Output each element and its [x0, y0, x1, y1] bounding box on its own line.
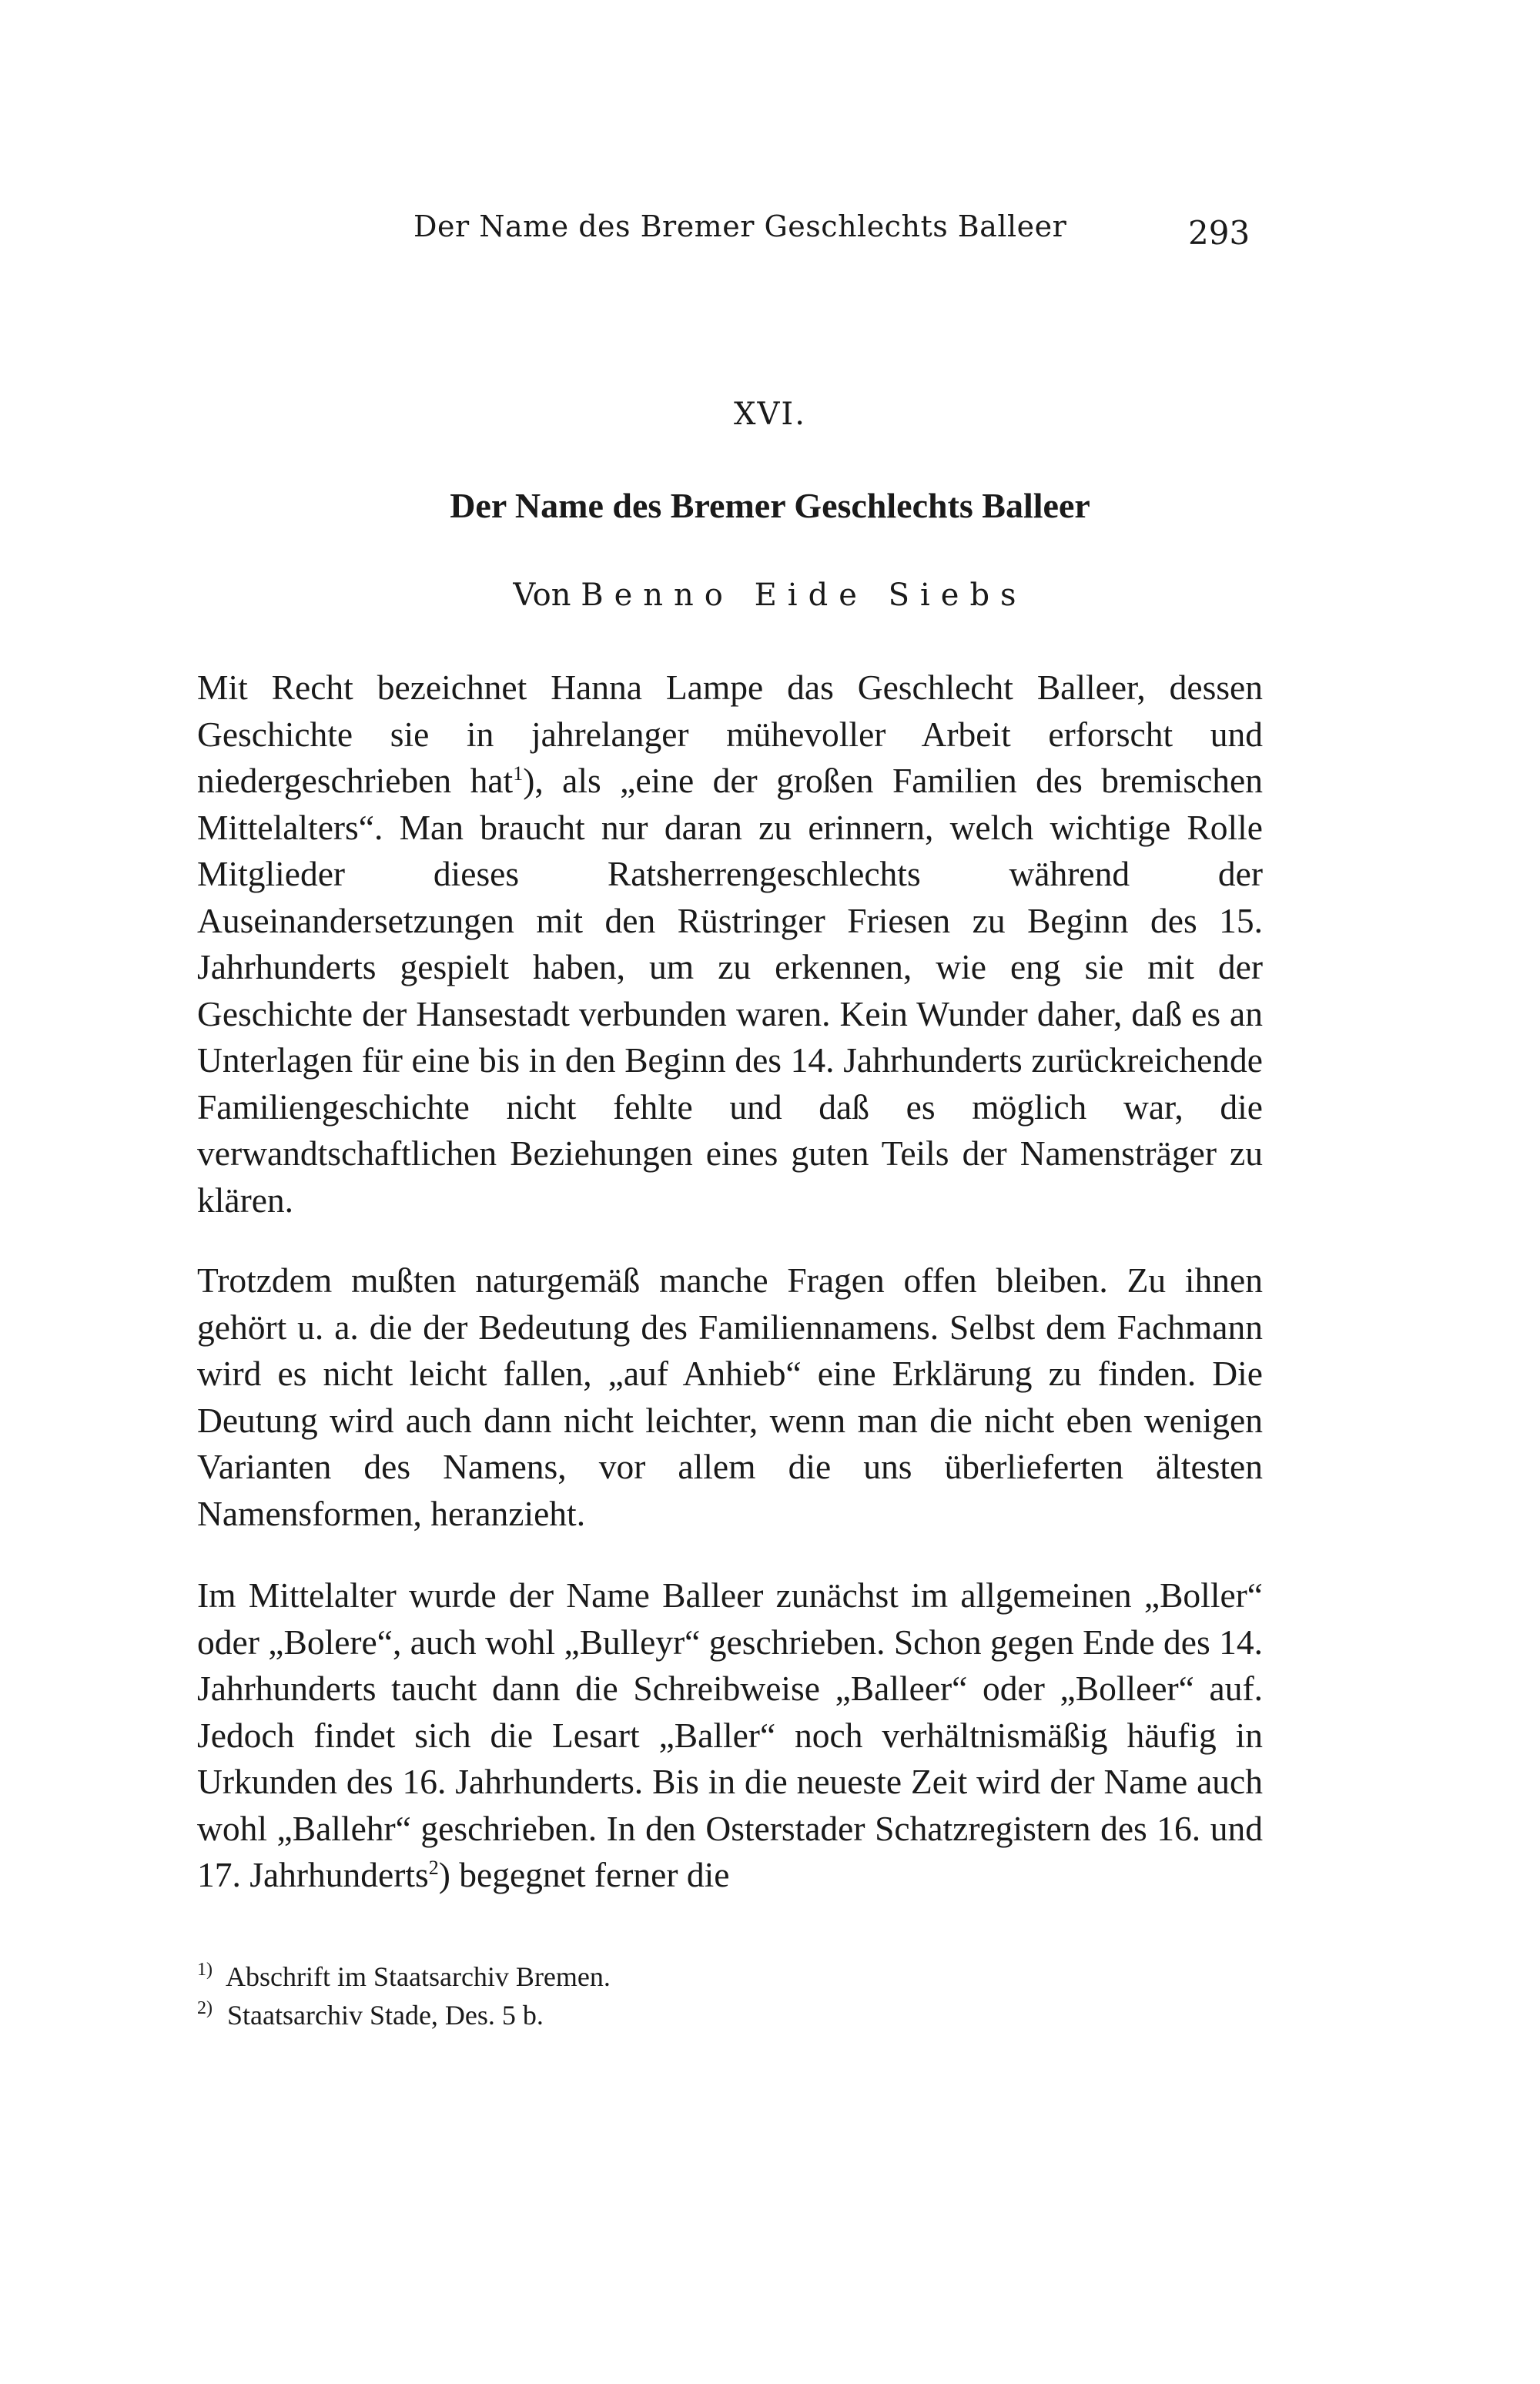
paragraph-3-text-start: Im Mittelalter wurde der Name Balleer zunächst im allgemeinen „Boller“ oder „Bolere“, auch wohl „Bulleyr“ geschrieben. Schon gegen Ende des 14. Jahrhunderts taucht dann die Schreibweise „Balleer“ oder „Bolleer“ auf. Jedoch findet sich die Lesart „Baller“ noch verhältnismäßig häufig in Urkunden des 16. Jahrhunderts. Bis in die neueste Zeit wird der Name auch wohl „Ballehr“ geschrieben. In den Osterstader Schatzregistern des 16. und 17. Jahrhunderts	[197, 1575, 1263, 1894]
paragraph-1-text-end: ), als „eine der großen Familien des bremischen Mittelalters“. Man braucht nur daran zu erinnern, welch wichtige Rolle Mitglieder dieses Ratsherrengeschlechts während der Auseinandersetzungen mit den Rüstringer Friesen zu Beginn des 15. Jahrhunderts gespielt haben, um zu erkennen, wie eng sie mit der Geschichte der Hansestadt verbunden waren. Kein Wunder daher, daß es an Unterlagen für eine bis in den Beginn des 14. Jahrhunderts zurückreichende Familiengeschichte nicht fehlte und daß es möglich war, die verwandtschaftlichen Beziehungen eines guten Teils der Namensträger zu klären.	[197, 761, 1263, 1220]
byline-author: Benno Eide Siebs	[581, 578, 1027, 613]
paragraph-1-text-start: Mit Recht bezeichnet Hanna Lampe das Geschlecht Balleer, dessen Geschichte sie in jahrelanger mühevoller Arbeit erforscht und niedergeschrieben hat	[197, 668, 1263, 800]
paragraph-1	[197, 665, 1263, 1224]
byline-prefix: Von	[513, 578, 571, 613]
running-head: Der Name des Bremer Geschlechts Balleer	[413, 209, 1067, 243]
footnotes	[197, 1957, 1263, 2034]
paragraph-3	[197, 1572, 1263, 1899]
footnote-ref-2: 2	[428, 1857, 439, 1879]
page-number: 293	[1188, 214, 1250, 252]
article-title: Der Name des Bremer Geschlechts Balleer	[450, 486, 1090, 525]
chapter-number: XVI.	[734, 397, 806, 432]
footnote-1-text: Abschrift im Staatsarchiv Bremen.	[226, 1961, 611, 1992]
paragraph-2-text: Trotzdem mußten naturgemäß manche Fragen offen bleiben. Zu ihnen gehört u. a. die der Bedeutung des Familiennamens. Selbst dem Fachmann wird es nicht leicht fallen, „auf Anhieb“ eine Erklärung zu finden. Die Deutung wird auch dann nicht leichter, wenn man die nicht eben wenigen Varianten des Namens, vor allem die uns überlieferten ältesten Namensformen, heranzieht.	[197, 1261, 1263, 1533]
paragraph-2	[197, 1257, 1263, 1537]
paragraph-3-text-end: ) begegnet ferner die	[438, 1855, 730, 1894]
footnote-2: 2) Staatsarchiv Stade, Des. 5 b.	[197, 1998, 544, 2031]
footnote-2-text: Staatsarchiv Stade, Des. 5 b.	[227, 2000, 544, 2031]
footnote-1: 1) Abschrift im Staatsarchiv Bremen.	[197, 1960, 611, 1992]
byline	[0, 578, 1540, 613]
footnote-ref-1: 1	[513, 762, 524, 785]
